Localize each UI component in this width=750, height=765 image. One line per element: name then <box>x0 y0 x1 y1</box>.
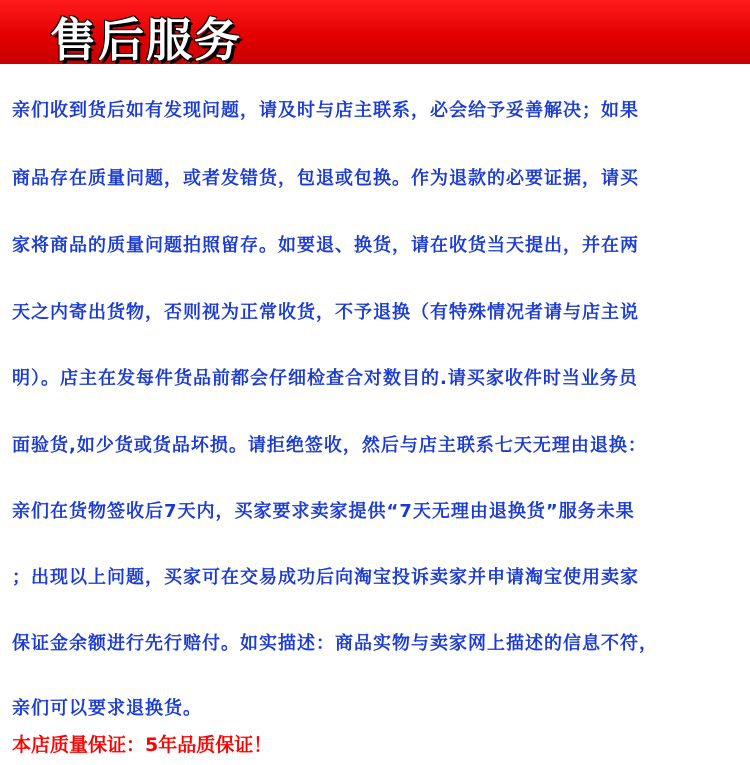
text-line: 面验货,如少货或货品坏损。请拒绝签收，然后与店主联系七天无理由退换： <box>12 435 647 456</box>
page-title: 售后服务 <box>50 13 242 67</box>
text-line: 亲们在货物签收后7天内，买家要求卖家提供“7天无理由退换货”服务未果 <box>12 501 635 522</box>
text-line: 明）。店主在发每件货品前都会仔细检查合对数目的.请买家收件时当业务员 <box>12 368 638 389</box>
text-line: 天之内寄出货物，否则视为正常收货，不予退换（有特殊情况者请与店主说 <box>12 302 639 323</box>
text-line: 亲们收到货后如有发现问题，请及时与店主联系，必会给予妥善解决；如果 <box>12 100 639 121</box>
quality-guarantee: 本店质量保证：5年品质保证！ <box>12 734 273 756</box>
text-line: 保证金余额进行先行赔付。如实描述：商品实物与卖家网上描述的信息不符， <box>12 633 658 654</box>
text-line: ；出现以上问题，买家可在交易成功后向淘宝投诉卖家并申请淘宝使用卖家 <box>12 567 639 588</box>
text-line: 商品存在质量问题，或者发错货，包退或包换。作为退款的必要证据，请买 <box>12 168 639 189</box>
text-line: 亲们可以要求退换货。 <box>12 698 202 719</box>
text-line: 家将商品的质量问题拍照留存。如要退、换货，请在收货当天提出，并在两 <box>12 235 639 256</box>
